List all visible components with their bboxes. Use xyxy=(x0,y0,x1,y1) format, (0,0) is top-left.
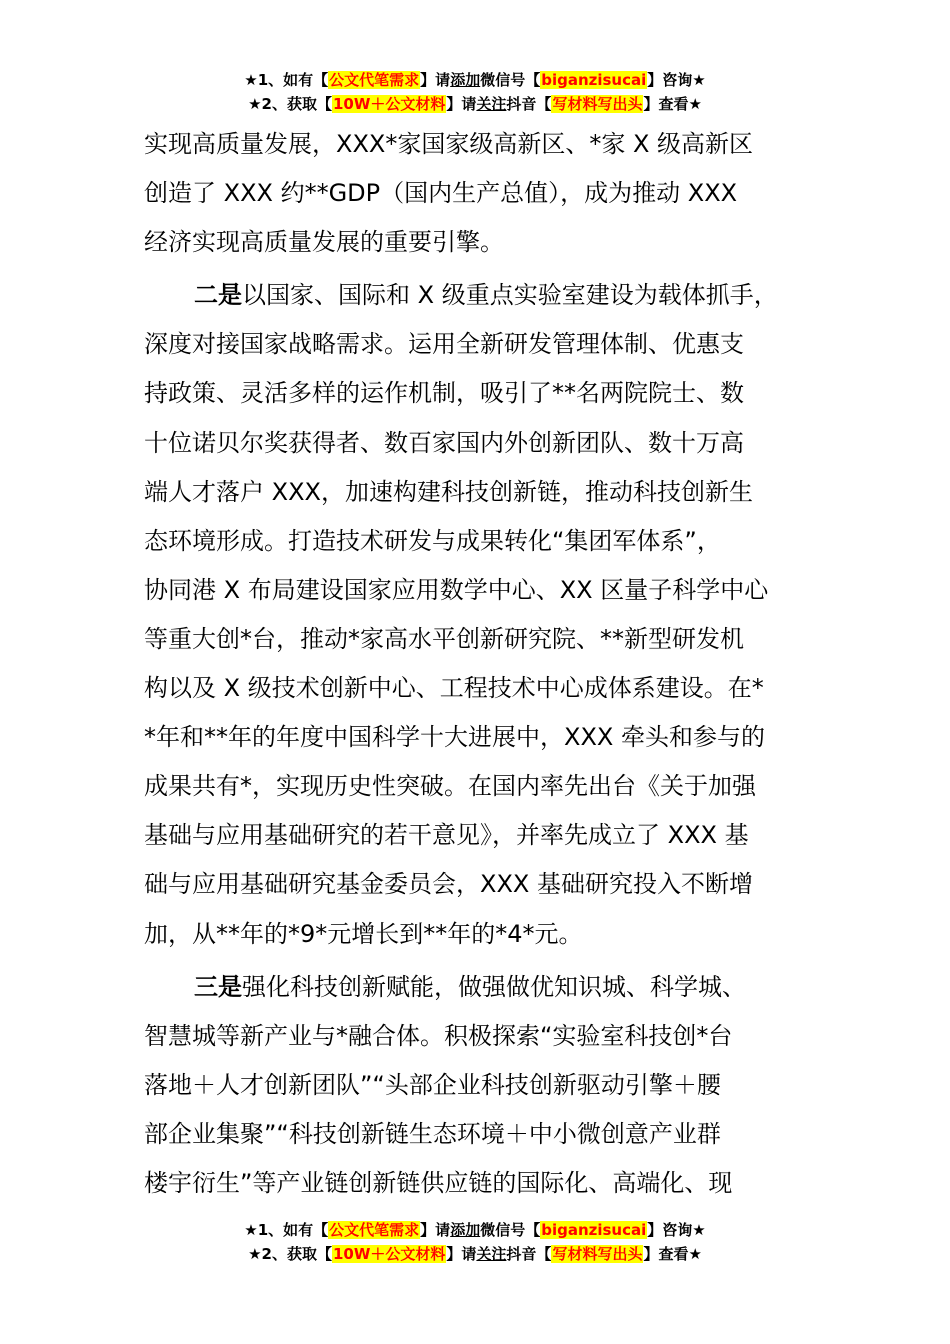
header-banner xyxy=(0,68,950,116)
text-run: 以国家、国际和 X 级重点实验室建设为载体抓手， xyxy=(242,281,778,310)
paragraph-3 xyxy=(144,963,804,1208)
underlined-text: 关注 xyxy=(476,1245,507,1263)
text-line: 智慧城等新产业与*融合体。积极探索“实验室科技创*台 xyxy=(144,1021,733,1050)
text-line: 基础与应用基础研究的若干意见》，并率先成立了 XXX 基 xyxy=(144,821,749,850)
paragraph-lead: 二是 xyxy=(194,281,242,310)
banner-text: ★1、如有【 xyxy=(244,1221,329,1239)
text-run: 强化科技创新赋能，做强做优知识城、科学城、 xyxy=(242,972,746,1001)
footer-banner xyxy=(0,1218,950,1266)
banner-line-1 xyxy=(0,68,950,92)
text-line xyxy=(144,271,804,320)
paragraph-2 xyxy=(144,271,804,958)
text-line: 础与应用基础研究基金委员会，XXX 基础研究投入不断增 xyxy=(144,870,753,899)
document-body xyxy=(144,120,804,1208)
text-line: 经济实现高质量发展的重要引擎。 xyxy=(144,228,504,257)
banner-text: 】请 xyxy=(420,1221,451,1239)
banner-line-2 xyxy=(0,92,950,116)
text-line: 楼宇衍生”等产业链创新链供应链的国际化、高端化、现 xyxy=(144,1168,733,1197)
highlight-materials: 10W＋公文材料 xyxy=(332,1245,446,1263)
banner-text: 】咨询★ xyxy=(647,1221,706,1239)
banner-text: ★1、如有【 xyxy=(244,71,329,89)
text-line: 端人才落户 XXX，加速构建科技创新链，推动科技创新生 xyxy=(144,477,753,506)
banner-text: 微信号【 xyxy=(480,71,541,89)
banner-text: 】请 xyxy=(446,95,477,113)
banner-text: 】查看★ xyxy=(643,95,702,113)
banner-text: 抖音【 xyxy=(506,95,552,113)
paragraph-1 xyxy=(144,120,804,267)
text-line: 协同港 X 布局建设国家应用数学中心、XX 区量子科学中心 xyxy=(144,575,769,604)
banner-text: 】请 xyxy=(446,1245,477,1263)
text-line: 落地＋人才创新团队”“头部企业科技创新驱动引擎＋腰 xyxy=(144,1070,721,1099)
text-line: 成果共有*，实现历史性突破。在国内率先出台《关于加强 xyxy=(144,772,756,801)
highlight-service: 公文代笔需求 xyxy=(329,1221,420,1239)
text-line: 态环境形成。打造技术研发与成果转化“集团军体系”， xyxy=(144,526,721,555)
banner-text: ★2、获取【 xyxy=(248,95,332,113)
banner-text: 】咨询★ xyxy=(647,71,706,89)
highlight-wechat-id: biganzisucai xyxy=(541,1221,647,1239)
underlined-text: 添加 xyxy=(450,71,481,89)
paragraph-lead: 三是 xyxy=(194,972,242,1001)
banner-text: 抖音【 xyxy=(506,1245,552,1263)
text-line: 构以及 X 级技术创新中心、工程技术中心成体系建设。在* xyxy=(144,674,764,703)
underlined-text: 添加 xyxy=(450,1221,481,1239)
text-line: 深度对接国家战略需求。运用全新研发管理体制、优惠支 xyxy=(144,330,744,359)
banner-text: 】查看★ xyxy=(643,1245,702,1263)
text-line: 部企业集聚”“科技创新链生态环境＋中小微创意产业群 xyxy=(144,1119,721,1148)
text-line: 加，从**年的*9*元增长到**年的*4*元。 xyxy=(144,919,583,948)
highlight-service: 公文代笔需求 xyxy=(329,71,420,89)
text-line: 实现高质量发展，XXX*家国家级高新区、*家 X 级高新区 xyxy=(144,130,754,158)
banner-text: 】请 xyxy=(420,71,451,89)
text-line: *年和**年的年度中国科学十大进展中，XXX 牵头和参与的 xyxy=(144,723,765,752)
text-line: 等重大创*台，推动*家高水平创新研究院、**新型研发机 xyxy=(144,624,744,653)
highlight-douyin-account: 写材料写出头 xyxy=(552,1245,643,1263)
banner-line-2 xyxy=(0,1242,950,1266)
text-line: 创造了 XXX 约**GDP（国内生产总值），成为推动 XXX xyxy=(144,179,738,208)
text-line xyxy=(144,963,804,1012)
banner-text: 微信号【 xyxy=(480,1221,541,1239)
highlight-douyin-account: 写材料写出头 xyxy=(552,95,643,113)
text-line: 持政策、灵活多样的运作机制，吸引了**名两院院士、数 xyxy=(144,379,744,408)
underlined-text: 关注 xyxy=(476,95,507,113)
highlight-materials: 10W＋公文材料 xyxy=(332,95,446,113)
banner-line-1 xyxy=(0,1218,950,1242)
highlight-wechat-id: biganzisucai xyxy=(541,71,647,89)
text-line: 十位诺贝尔奖获得者、数百家国内外创新团队、数十万高 xyxy=(144,428,744,457)
banner-text: ★2、获取【 xyxy=(248,1245,332,1263)
